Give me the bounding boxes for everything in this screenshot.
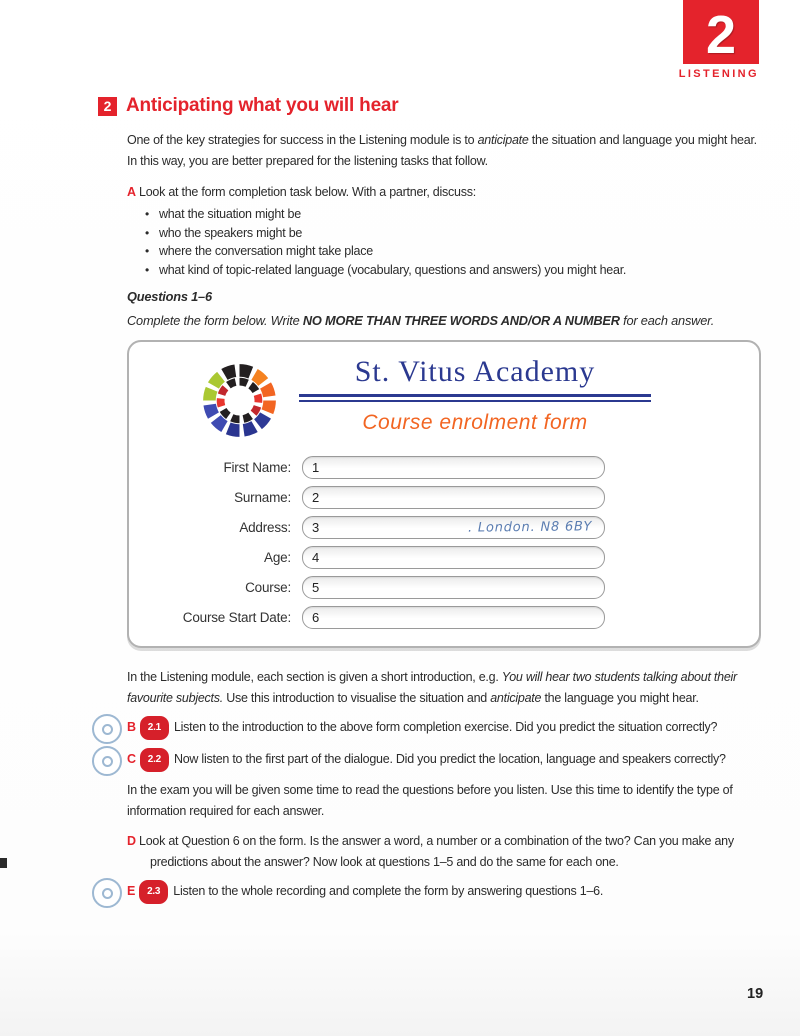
form-row [149, 572, 605, 602]
cd-audio-icon [92, 714, 122, 744]
field-label: Course Start Date: [182, 609, 291, 625]
bullet-icon: • [145, 244, 149, 258]
exercise-b-letter: B [127, 720, 136, 734]
question-number: 5 [312, 579, 320, 595]
instruction-post: for each answer. [619, 313, 715, 328]
bullet-text: where the conversation might take place [158, 244, 373, 258]
section-number-icon: 2 [98, 97, 117, 116]
form-title: Course enrolment form [362, 411, 588, 434]
bullet-icon: • [145, 225, 149, 240]
field-label: Surname: [234, 489, 291, 505]
listening-note-paragraph [127, 667, 763, 709]
exercise-d-letter: D [127, 834, 136, 848]
form-header [299, 355, 651, 435]
course-field[interactable] [302, 576, 605, 599]
first-name-field[interactable] [302, 456, 605, 479]
intro-italic: anticipate [477, 133, 529, 147]
exercise-e-text: Listen to the whole recording and complete the form by answering questions 1–6. [173, 884, 604, 898]
track-badge: 2.2 [140, 748, 169, 772]
cd-center-hole [102, 724, 113, 735]
list-item [145, 242, 763, 261]
field-label: First Name: [223, 459, 291, 475]
unit-number-badge [683, 0, 759, 64]
exercise-a [127, 182, 763, 279]
question-number: 3 [312, 519, 320, 535]
section-heading [98, 95, 762, 117]
form-row [149, 512, 605, 542]
form-row [149, 542, 605, 572]
exercise-a-text: Look at the form completion task below. With a partner, discuss: [139, 185, 476, 199]
form-fields [149, 452, 605, 632]
address-field[interactable] [302, 516, 605, 539]
exercise-c [127, 748, 763, 772]
exercise-b-text: Listen to the introduction to the above form completion exercise. Did you predict the situation correctly? [173, 720, 718, 734]
note-post: the language you might hear. [541, 691, 699, 705]
academy-logo-icon [191, 352, 288, 449]
list-item [145, 261, 763, 280]
unit-label: LISTENING [678, 68, 759, 80]
exercise-e-letter: E [127, 884, 136, 898]
cd-audio-icon [92, 878, 122, 908]
exercise-a-letter: A [127, 185, 136, 199]
surname-field[interactable] [302, 486, 605, 509]
enrolment-form [127, 340, 761, 648]
bullet-text: who the speakers might be [158, 225, 303, 240]
list-item [145, 205, 763, 224]
track-badge: 2.1 [140, 716, 169, 740]
exercise-c-letter: C [127, 752, 136, 766]
question-number: 4 [312, 549, 320, 565]
form-row [149, 482, 605, 512]
page-number: 19 [747, 986, 764, 1002]
cd-center-hole [102, 888, 113, 899]
exercise-e [127, 880, 763, 904]
note-mid: Use this introduction to visualise the situation and [223, 691, 491, 705]
exercise-c-text: Now listen to the first part of the dialogue. Did you predict the location, language and speakers correctly? [173, 752, 726, 766]
handwritten-note: . London. N8 6BY [467, 518, 593, 536]
course-start-date-field[interactable] [302, 606, 605, 629]
bullet-icon: • [145, 207, 149, 221]
exam-note-paragraph: In the exam you will be given some time to read the questions before you listen. Use this time to identify the type of information required for each answer. [127, 783, 733, 818]
field-label: Address: [239, 519, 291, 535]
bullet-icon: • [145, 262, 149, 277]
bullet-text: what the situation might be [158, 207, 301, 221]
questions-title: Questions 1–6 [127, 289, 212, 304]
exercise-b [127, 716, 763, 740]
form-row [149, 602, 605, 632]
instruction-limit: NO MORE THAN THREE WORDS AND/OR A NUMBER [302, 313, 620, 328]
list-item [145, 224, 763, 243]
cd-audio-icon [92, 746, 122, 776]
unit-number: 2 [705, 5, 737, 65]
question-number: 1 [312, 459, 320, 475]
note-italic-anticipate: anticipate [490, 691, 542, 705]
double-rule [299, 394, 651, 402]
bullet-text: what kind of topic-related language (vocabulary, questions and answers) you might hear. [158, 262, 627, 277]
section-title: Anticipating what you will hear [126, 95, 399, 116]
field-label: Age: [264, 549, 291, 565]
academy-name: St. Vitus Academy [354, 355, 596, 388]
instruction-pre: Complete the form below. Write [127, 313, 303, 328]
page-content [98, 95, 762, 904]
exercise-d [127, 831, 763, 873]
note-italic-example: You will hear two students talking about their favourite subjects. [127, 670, 737, 705]
intro-paragraph [127, 130, 763, 172]
intro-pre: One of the key strategies for success in the Listening module is to [127, 133, 478, 147]
intro-post: the situation and language you might hear. In this way, you are better prepared for the listening tasks that follow. [127, 133, 757, 168]
questions-block [127, 289, 763, 331]
question-number: 2 [312, 489, 320, 505]
age-field[interactable] [302, 546, 605, 569]
exercise-d-text: Look at Question 6 on the form. Is the answer a word, a number or a combination of the two? Can you make any predictions about the answer? Now look at questions 1–5 and do the same for each one. [139, 834, 734, 869]
form-row [149, 452, 605, 482]
questions-instruction [127, 311, 763, 331]
discussion-bullet-list [127, 205, 763, 279]
note-pre: In the Listening module, each section is given a short introduction, e.g. [127, 670, 502, 684]
track-badge: 2.3 [139, 880, 168, 904]
scan-edge-mark [0, 858, 7, 868]
cd-center-hole [102, 756, 113, 767]
question-number: 6 [312, 609, 320, 625]
field-label: Course: [245, 579, 291, 595]
